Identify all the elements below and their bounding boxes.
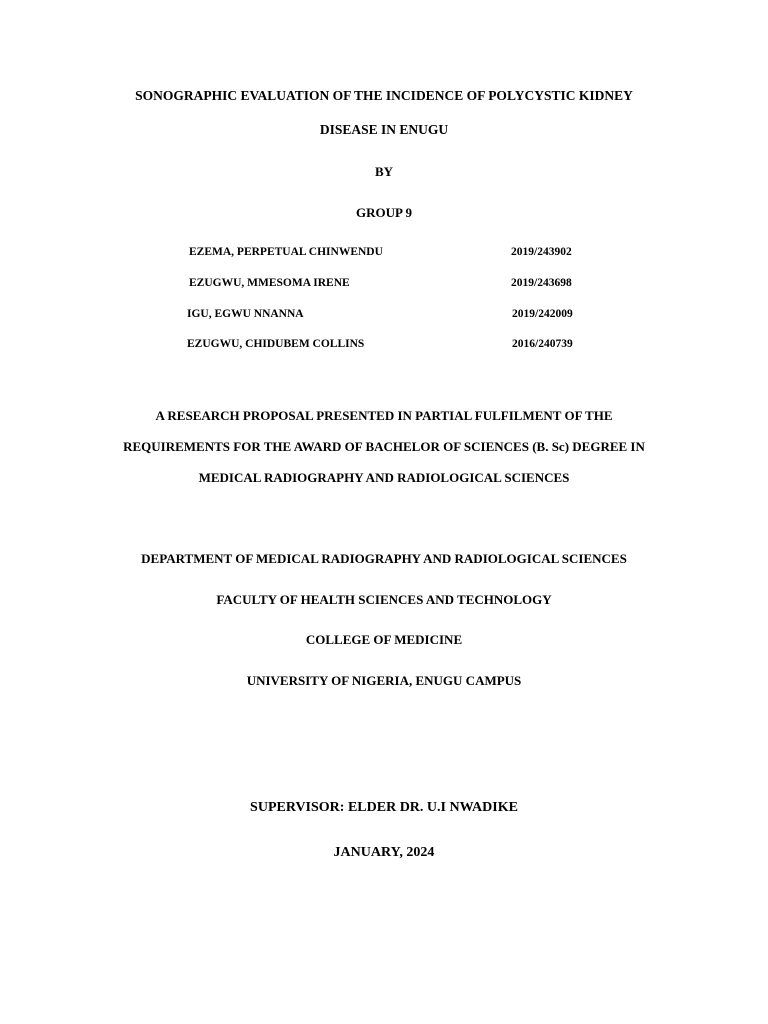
member-reg-no: 2019/243698	[511, 277, 572, 289]
member-reg-no: 2019/243902	[511, 246, 572, 258]
member-name: EZEMA, PERPETUAL CHINWENDU	[189, 246, 383, 258]
by-label: BY	[374, 164, 394, 179]
department-name: DEPARTMENT OF MEDICAL RADIOGRAPHY AND RADIOLOGICAL SCIENCES	[141, 551, 627, 566]
supervisor-line: SUPERVISOR: ELDER DR. U.I NWADIKE	[250, 800, 518, 815]
proposal-line-1: A RESEARCH PROPOSAL PRESENTED IN PARTIAL FULFILMENT OF THE	[155, 408, 613, 423]
college-name: COLLEGE OF MEDICINE	[305, 632, 463, 647]
title-line-2: DISEASE IN ENUGU	[319, 122, 449, 137]
member-name: EZUGWU, CHIDUBEM COLLINS	[187, 338, 365, 350]
faculty-name: FACULTY OF HEALTH SCIENCES AND TECHNOLOGY	[216, 592, 552, 607]
date-line: JANUARY, 2024	[333, 845, 435, 860]
member-name: IGU, EGWU NNANNA	[187, 308, 304, 320]
member-reg-no: 2016/240739	[512, 338, 573, 350]
proposal-line-2: REQUIREMENTS FOR THE AWARD OF BACHELOR OF SCIENCES (B. Sc) DEGREE IN	[123, 439, 645, 454]
university-name: UNIVERSITY OF NIGERIA, ENUGU CAMPUS	[246, 673, 522, 688]
proposal-line-3: MEDICAL RADIOGRAPHY AND RADIOLOGICAL SCIENCES	[198, 470, 570, 485]
group-label: GROUP 9	[356, 205, 412, 220]
member-reg-no: 2019/242009	[512, 308, 573, 320]
member-name: EZUGWU, MMESOMA IRENE	[189, 277, 350, 289]
title-line-1: SONOGRAPHIC EVALUATION OF THE INCIDENCE OF POLYCYSTIC KIDNEY	[135, 88, 633, 103]
